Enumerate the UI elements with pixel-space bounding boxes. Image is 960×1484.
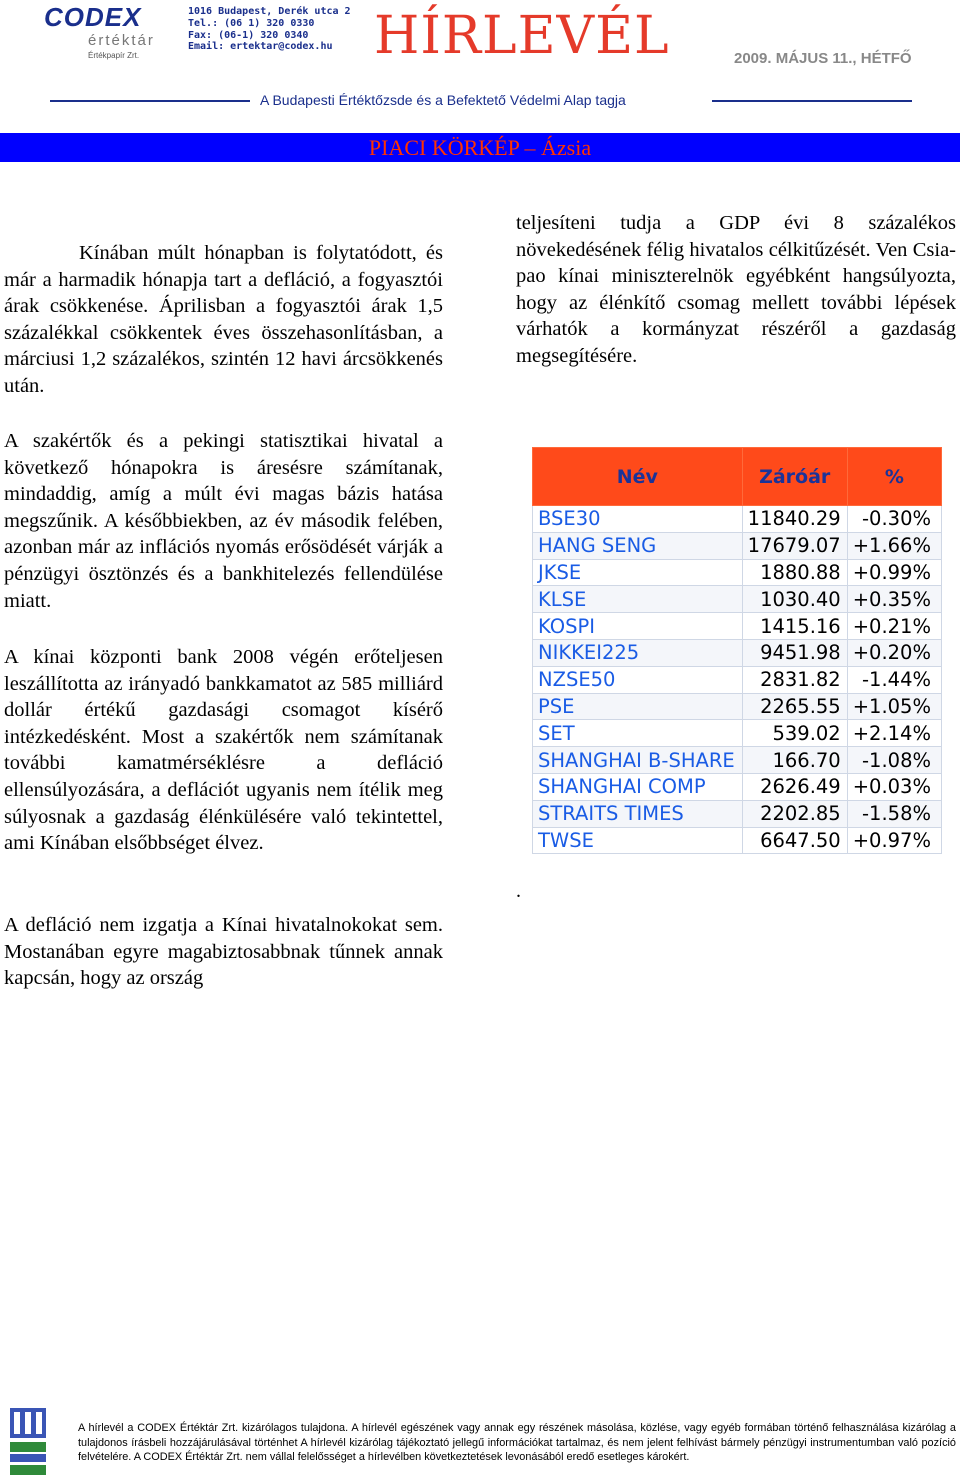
- index-close: 9451.98: [742, 639, 847, 666]
- index-name: KOSPI: [533, 613, 743, 640]
- article-paragraph-3: A kínai központi bank 2008 végén erőteljesen leszállította az irányadó bankkamatot az 585 milliárd dollár értékű gazdasági csomagot kísérő intézkedésként. Most a szakértők nem számítanak további kamatmérséklésre a defláció ellensúlyozására, a deflációt ugyanis nem ítélik meg súlyosnak a gazdaság élénkülésére való tekintettel, ami Kínában elsőbbséget élvez.: [4, 646, 443, 855]
- index-change: +1.66%: [847, 532, 941, 559]
- index-change: +0.99%: [847, 559, 941, 586]
- table-header-row: [533, 448, 942, 506]
- logo-subtitle: értéktár: [88, 32, 155, 49]
- index-close: 1415.16: [742, 613, 847, 640]
- index-name: NIKKEI225: [533, 639, 743, 666]
- index-close: 166.70: [742, 747, 847, 774]
- index-close: 17679.07: [742, 532, 847, 559]
- tagline-rule-right: [712, 100, 912, 102]
- tagline: A Budapesti Értéktőzsde és a Befektető Védelmi Alap tagja: [260, 92, 626, 108]
- table-row: [533, 693, 942, 720]
- tagline-rule-left: [50, 100, 250, 102]
- article-paragraph-4: A defláció nem izgatja a Kínai hivatalnokokat sem. Mostanában egyre magabiztosabbnak tűnnek annak kapcsán, hogy az ország: [4, 914, 443, 990]
- index-change: -0.30%: [847, 506, 941, 533]
- index-change: +0.21%: [847, 613, 941, 640]
- index-change: +1.05%: [847, 693, 941, 720]
- contact-phone: Tel.: (06 1) 320 0330: [188, 17, 315, 29]
- index-close: 6647.50: [742, 827, 847, 854]
- index-change: +0.20%: [847, 639, 941, 666]
- article-paragraph-1: Kínában múlt hónapban is folytatódott, és már a harmadik hónapja tart a defláció, a fogyasztói árak csökkenése. Áprilisban a fogyasztói árak 1,5 százalékkal csökkentek éves összehasonlításban, a márciusi 1,2 százalékos, szintén 12 havi árcsökkenés után.: [4, 242, 443, 397]
- column-header-close: Záróár: [742, 448, 847, 506]
- logo-subtitle-small: Értékpapír Zrt.: [88, 51, 140, 60]
- footer-logo-icon: [6, 1402, 50, 1478]
- index-change: +0.35%: [847, 586, 941, 613]
- tagline-row: [50, 92, 912, 112]
- index-change: +2.14%: [847, 720, 941, 747]
- table-row: [533, 800, 942, 827]
- index-change: +0.97%: [847, 827, 941, 854]
- index-change: -1.58%: [847, 800, 941, 827]
- table-row: [533, 506, 942, 533]
- table-row: [533, 613, 942, 640]
- table-row: [533, 666, 942, 693]
- stray-dot: .: [516, 880, 521, 902]
- index-name: STRAITS TIMES: [533, 800, 743, 827]
- index-name: KLSE: [533, 586, 743, 613]
- masthead-title: HÍRLEVÉL: [374, 6, 670, 66]
- article-paragraph-5: teljesíteni tudja a GDP évi 8 százalékos növekedésének félig hivatalos célkitűzését. Ven Csia-pao kínai miniszterelnök egyébként hangsúlyozta, hogy az élénkítő csomag mellett további lépések várhatók a kormányzat részéről a gazdaság megsegítésére.: [516, 212, 956, 367]
- logo-wordmark: CODEX: [44, 2, 142, 32]
- index-name: JKSE: [533, 559, 743, 586]
- index-close: 11840.29: [742, 506, 847, 533]
- contact-fax: Fax: (06-1) 320 0340: [188, 29, 309, 41]
- table-row: [533, 559, 942, 586]
- index-name: HANG SENG: [533, 532, 743, 559]
- index-close: 1030.40: [742, 586, 847, 613]
- legal-disclaimer: A hírlevél a CODEX Értéktár Zrt. kizárólagos tulajdona. A hírlevél egészének vagy annak egy részének másolása, közlése, vagy egyéb formában történő felhasználása kizárólag a tulajdonos írásbeli hozzájárulásával történhet A hírlevél kizárólag tájékoztató jellegű információkat tartalmaz, és nem jelent felhívást bármely pénzügyi instrumentumban való pozíció felvételére. A CODEX Értéktár Zrt. nem vállal felelősséget a hírlevélben következtetések levonásából eredő esetleges károkért.: [78, 1422, 956, 1464]
- index-name: NZSE50: [533, 666, 743, 693]
- index-name: SET: [533, 720, 743, 747]
- table-row: [533, 773, 942, 800]
- index-close: 1880.88: [742, 559, 847, 586]
- index-close: 539.02: [742, 720, 847, 747]
- index-name: PSE: [533, 693, 743, 720]
- index-close: 2265.55: [742, 693, 847, 720]
- table-row: [533, 720, 942, 747]
- index-name: SHANGHAI B-SHARE: [533, 747, 743, 774]
- issue-date: 2009. MÁJUS 11., HÉTFŐ: [734, 50, 912, 67]
- table-row: [533, 747, 942, 774]
- section-banner: [0, 133, 960, 162]
- index-name: BSE30: [533, 506, 743, 533]
- index-close: 2626.49: [742, 773, 847, 800]
- contact-email: Email: ertektar@codex.hu: [188, 41, 333, 53]
- section-title: PIACI KÖRKÉP – Ázsia: [368, 135, 592, 160]
- codex-logo: [44, 2, 176, 64]
- table-row: [533, 827, 942, 854]
- asian-index-table: [532, 447, 942, 854]
- index-change: +0.03%: [847, 773, 941, 800]
- article-paragraph-2: A szakértők és a pekingi statisztikai hivatal a következő hónapokra is áresésre számítanak, mindaddig, amíg a múlt évi magas bázis hatása megszűnik. A későbbiekben, az év második felében, azonban már az inflációs nyomás erősödését várják a pénzügyi ösztönzés és a bankhitelezés fellendülése miatt.: [4, 430, 443, 612]
- index-name: TWSE: [533, 827, 743, 854]
- table-row: [533, 639, 942, 666]
- column-header-name: Név: [533, 448, 743, 506]
- table-row: [533, 586, 942, 613]
- index-close: 2831.82: [742, 666, 847, 693]
- contact-block: [188, 6, 351, 53]
- index-change: -1.44%: [847, 666, 941, 693]
- table-row: [533, 532, 942, 559]
- contact-address: 1016 Budapest, Derék utca 2: [188, 6, 351, 17]
- index-name: SHANGHAI COMP: [533, 773, 743, 800]
- column-header-change: %: [847, 448, 941, 506]
- index-change: -1.08%: [847, 747, 941, 774]
- index-close: 2202.85: [742, 800, 847, 827]
